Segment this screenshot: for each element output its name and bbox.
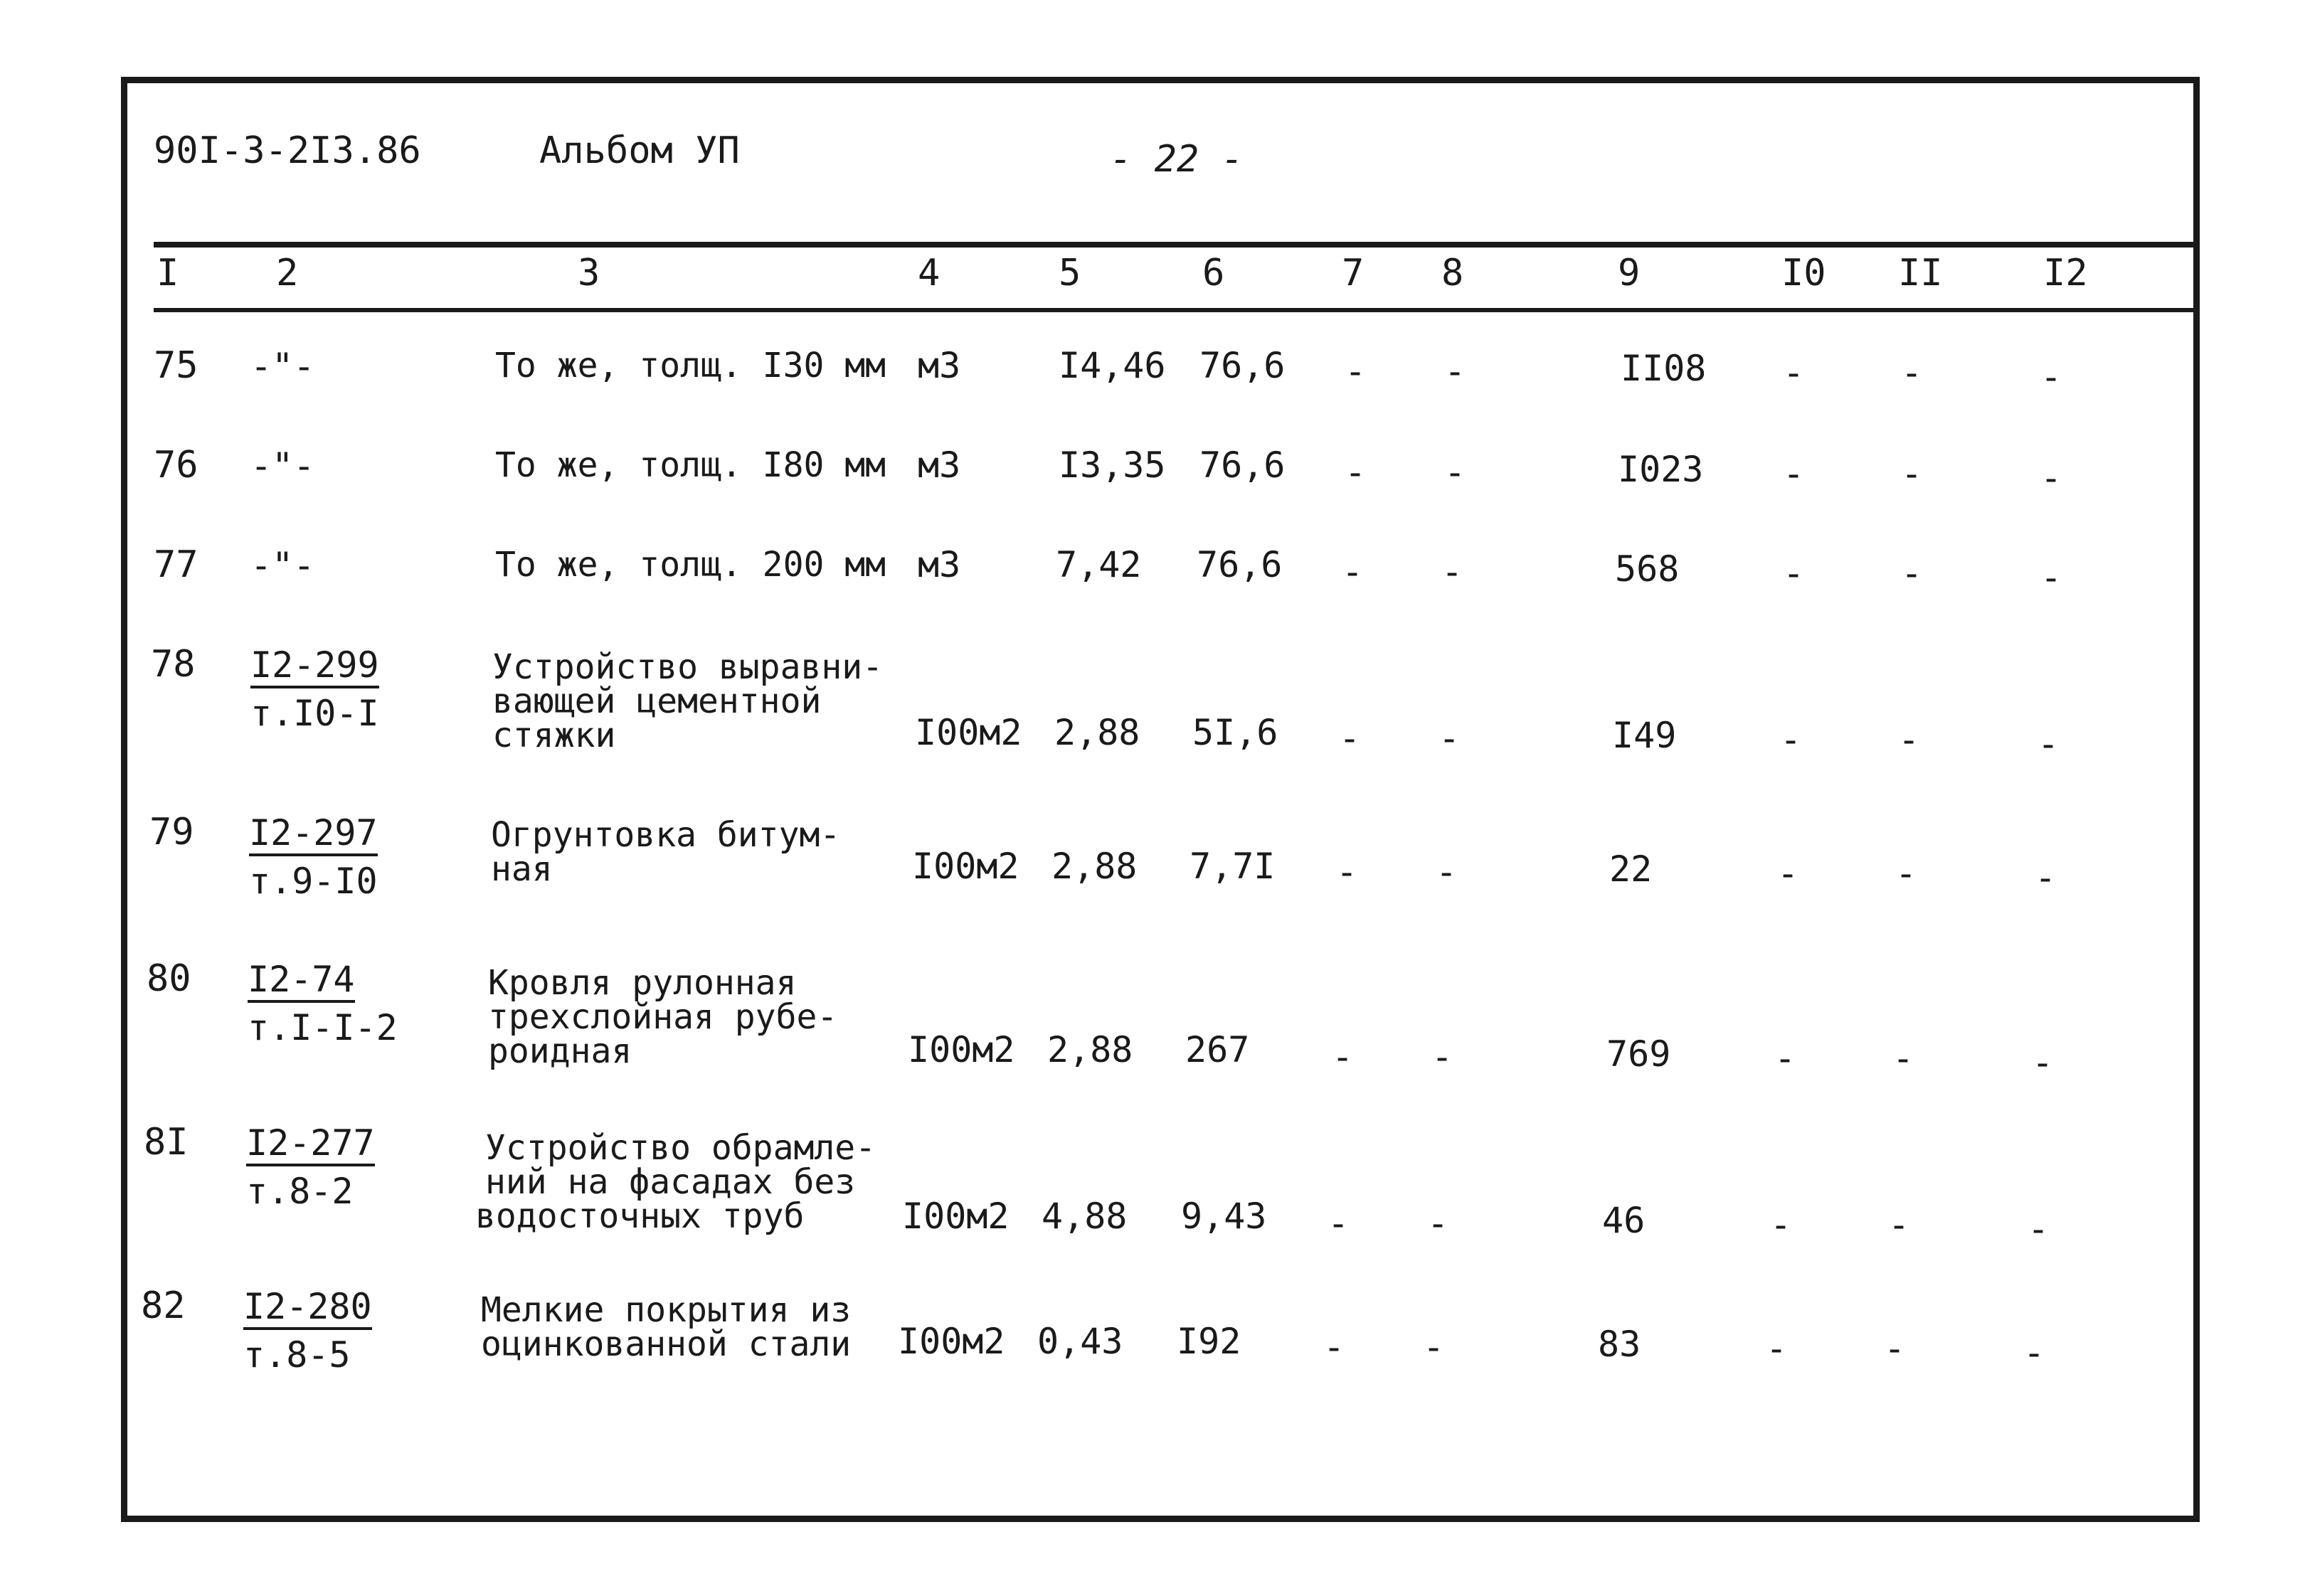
document-frame [121,77,2200,1522]
row-78-code [250,644,379,734]
row-75-number: 75 [154,344,198,387]
row-81-col10: - [1770,1204,1792,1245]
row-79-col9: 22 [1609,848,1653,890]
row-82-col5: 0,43 [1037,1321,1123,1362]
row-78-unit: I00м2 [915,712,1022,753]
row-77-col9: 568 [1615,548,1680,590]
row-81-col6: 9,43 [1181,1196,1267,1237]
row-80-description: Кровля рулонная трехслойная рубе- роидная [488,963,838,1071]
row-76-description: То же, толщ. I80 мм [495,445,886,485]
row-82-description: Мелкие покрытия из оцинкованной стали [481,1290,852,1364]
row-80-col9: 769 [1606,1033,1671,1075]
row-76-unit: м3 [918,445,961,486]
row-79-col12: - [2035,857,2057,898]
row-76-col6: 76,6 [1199,445,1286,486]
column-number-1: I [157,252,179,294]
row-82-col6: I92 [1177,1321,1241,1362]
row-81-col12: - [2028,1208,2050,1250]
column-number-9: 9 [1618,252,1641,294]
row-79-description: Огрунтовка битум- ная [491,815,841,889]
row-78-col8: - [1439,718,1461,759]
row-80-unit: I00м2 [908,1029,1015,1070]
column-number-12: I2 [2043,252,2088,294]
row-82-col12: - [2023,1332,2045,1373]
row-82-code [243,1286,372,1376]
row-82-col7: - [1323,1326,1345,1368]
row-76-col7: - [1345,452,1367,493]
row-78-col7: - [1339,718,1361,759]
row-81-code-number: I2-277 [246,1125,375,1166]
row-77-col7: - [1342,551,1364,592]
row-80-col10: - [1774,1038,1796,1079]
row-75-col10: - [1783,352,1805,393]
row-77-code: -"- [250,545,315,586]
row-76-col9: I023 [1618,449,1704,490]
row-77-description: То же, толщ. 200 мм [495,545,886,585]
row-79-code [249,812,378,902]
row-77-col12: - [2040,557,2062,598]
table-header-top-rule [154,242,2200,248]
row-80-col11: - [1892,1038,1914,1079]
row-81-code [246,1122,375,1212]
row-77-col8: - [1441,551,1463,592]
row-82-unit: I00м2 [898,1321,1005,1362]
row-81-col11: - [1888,1204,1910,1245]
row-79-col5: 2,88 [1051,846,1138,887]
row-82-col10: - [1766,1328,1788,1369]
row-76-col8: - [1444,452,1466,493]
row-78-code-ref: т.I0-I [250,693,379,734]
row-80-number: 80 [147,957,191,1000]
row-78-col9: I49 [1612,715,1677,756]
row-81-number: 8I [144,1121,189,1164]
row-77-col10: - [1783,553,1805,594]
row-80-col6: 267 [1185,1029,1250,1070]
row-82-col8: - [1423,1326,1445,1368]
row-82-col9: 83 [1598,1324,1641,1365]
document-code: 90I-3-2I3.86 [154,129,421,172]
column-number-5: 5 [1059,252,1081,294]
row-79-unit: I00м2 [912,846,1019,887]
row-79-col6: 7,7I [1190,846,1276,887]
row-78-code-number: I2-299 [250,647,379,688]
row-81-col8: - [1427,1203,1449,1244]
row-80-code [248,959,398,1048]
row-76-col12: - [2040,457,2062,499]
row-80-col5: 2,88 [1047,1029,1133,1070]
column-number-10: I0 [1781,252,1826,294]
row-75-unit: м3 [918,345,961,386]
page-number: - 22 - [1110,138,1244,181]
row-76-col10: - [1783,453,1805,494]
row-75-col5: I4,46 [1059,345,1166,386]
column-number-2: 2 [276,252,299,294]
row-81-code-ref: т.8-2 [246,1171,354,1212]
table-header-bottom-rule [154,308,2200,312]
row-75-col12: - [2040,356,2062,398]
row-81-unit: I00м2 [902,1196,1010,1237]
row-79-code-number: I2-297 [249,815,378,856]
column-number-6: 6 [1202,252,1225,294]
row-79-col11: - [1895,853,1917,894]
row-75-col8: - [1444,351,1466,392]
row-78-col11: - [1898,719,1920,760]
row-79-col8: - [1436,851,1458,893]
row-79-col7: - [1336,851,1358,893]
row-82-code-number: I2-280 [243,1289,372,1330]
row-81-col7: - [1328,1203,1350,1244]
row-76-col5: I3,35 [1059,445,1166,486]
row-79-code-ref: т.9-I0 [249,861,378,902]
row-77-unit: м3 [918,544,961,585]
row-82-col11: - [1884,1328,1906,1369]
column-number-8: 8 [1441,252,1464,294]
row-75-col9: II08 [1621,348,1707,389]
row-82-number: 82 [141,1284,186,1327]
row-76-code: -"- [250,445,315,486]
row-75-col7: - [1345,351,1367,392]
row-81-description: Устройство обрамле- ний на фасадах без водосточных труб [475,1128,876,1236]
row-78-col6: 5I,6 [1192,712,1278,753]
row-77-col6: 76,6 [1197,544,1283,585]
row-78-description: Устройство выравни- вающей цементной стяжки [492,647,884,755]
row-80-col7: - [1332,1036,1354,1078]
column-number-11: II [1898,252,1943,294]
row-77-col11: - [1901,553,1923,594]
row-75-col6: 76,6 [1199,345,1286,386]
row-80-code-ref: т.I-I-2 [248,1007,398,1048]
row-79-number: 79 [149,811,194,853]
column-number-4: 4 [918,252,941,294]
column-number-3: 3 [578,252,600,294]
row-78-col12: - [2038,723,2060,765]
row-78-col5: 2,88 [1054,712,1140,753]
row-80-col8: - [1431,1036,1453,1078]
row-77-col5: 7,42 [1056,544,1142,585]
row-78-number: 78 [151,643,196,686]
row-80-code-number: I2-74 [248,962,355,1003]
row-75-code: -"- [250,346,315,387]
album-title: Альбом УП [539,129,740,172]
row-78-col10: - [1780,719,1802,760]
row-81-col5: 4,88 [1042,1196,1128,1237]
row-79-col10: - [1777,853,1799,894]
row-81-col9: 46 [1602,1200,1646,1241]
row-76-number: 76 [154,444,198,486]
row-75-description: То же, толщ. I30 мм [495,346,886,385]
row-82-code-ref: т.8-5 [243,1334,351,1376]
row-80-col12: - [2032,1042,2054,1083]
row-75-col11: - [1901,352,1923,393]
row-77-number: 77 [154,543,198,586]
column-number-7: 7 [1342,252,1365,294]
row-76-col11: - [1901,453,1923,494]
